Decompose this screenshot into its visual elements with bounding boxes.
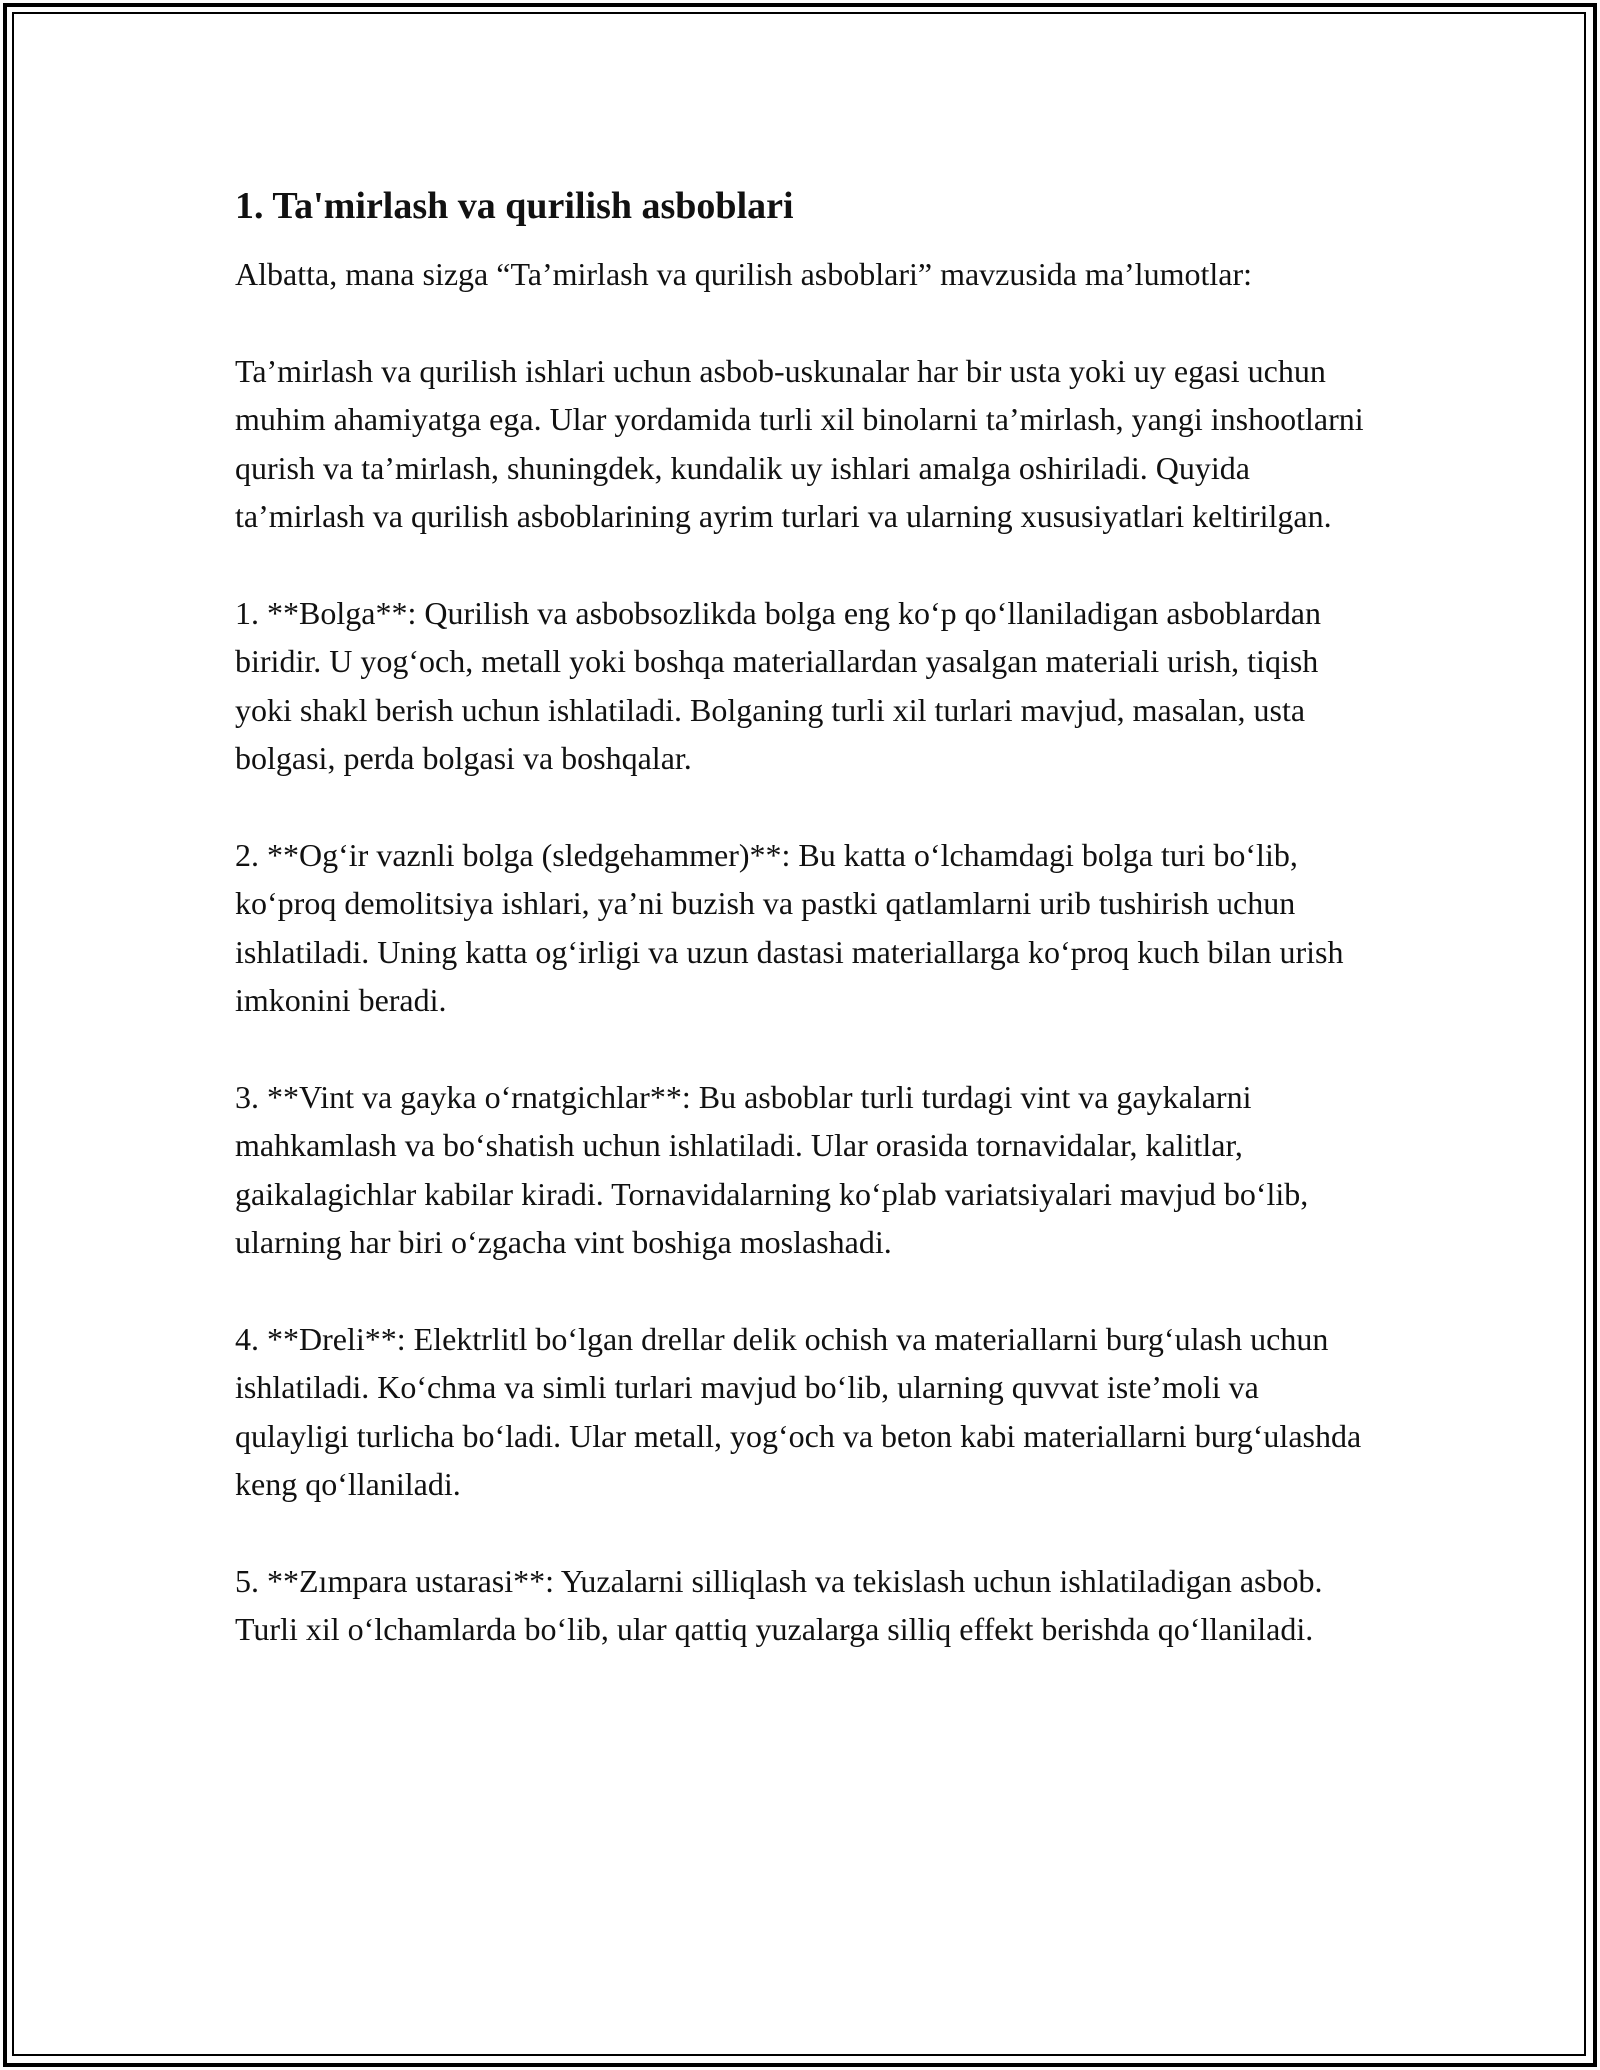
intro-paragraph: Albatta, mana sizga “Ta’mirlash va qurilish asboblari” mavzusida ma’lumotlar:: [235, 256, 1252, 292]
list-item-dreli: 4. **Dreli**: Elektrlitl boʻlgan drellar delik ochish va materiallarni burgʻulash uchun ishlatiladi. Koʻchma va simli turlari mavjud boʻlib, ularning quvvat iste’moli va qulayligi turlicha boʻladi. Ular metall, yogʻoch va beton kabi materiallarni burgʻulashda keng qoʻllaniladi.: [235, 1320, 1362, 1503]
overview-paragraph: Ta’mirlash va qurilish ishlari uchun asbob-uskunalar har bir usta yoki uy egasi uchun muhim ahamiyatga ega. Ular yordamida turli xil binolarni ta’mirlash, yangi inshootlarni qurish va ta’mirlash, shuningdek, kundalik uy ishlari amalga oshiriladi. Quyida ta’mirlash va qurilish asboblarining ayrim turlari va ularning xususiyatlari keltirilgan.: [235, 352, 1364, 535]
list-item-bolga: 1. **Bolga**: Qurilish va asbobsozlikda bolga eng koʻp qoʻllaniladigan asboblardan biridir. U yogʻoch, metall yoki boshqa materiallardan yasalgan materiali urish, tiqish yoki shakl berish uchun ishlatiladi. Bolganing turli xil turlari mavjud, masalan, usta bolgasi, perda bolgasi va boshqalar.: [235, 594, 1321, 777]
list-item-zimpara: 5. **Zımpara ustarasi**: Yuzalarni silliqlash va tekislash uchun ishlatiladigan asbob. Turli xil oʻlchamlarda boʻlib, ular qattiq yuzalarga silliq effekt berishda qoʻllaniladi.: [235, 1562, 1323, 1648]
list-item-vint-gayka: 3. **Vint va gayka oʻrnatgichlar**: Bu asboblar turli turdagi vint va gaykalarni mahkamlash va boʻshatish uchun ishlatiladi. Ular orasida tornavidalar, kalitlar, gaikalagichlar kabilar kiradi. Tornavidalarning koʻplab variatsiyalari mavjud boʻlib, ularning har biri oʻzgacha vint boshiga moslashadi.: [235, 1078, 1309, 1261]
list-item-sledgehammer: 2. **Ogʻir vaznli bolga (sledgehammer)**: Bu katta oʻlchamdagi bolga turi boʻlib, koʻproq demolitsiya ishlari, ya’ni buzish va pastki qatlamlarni urib tushirish uchun ishlatiladi. Uning katta ogʻirligi va uzun dastasi materiallarga koʻproq kuch bilan urish imkonini beradi.: [235, 836, 1344, 1019]
document-body: [235, 182, 1365, 1702]
document-title: 1. Ta'mirlash va qurilish asboblari: [235, 185, 794, 227]
